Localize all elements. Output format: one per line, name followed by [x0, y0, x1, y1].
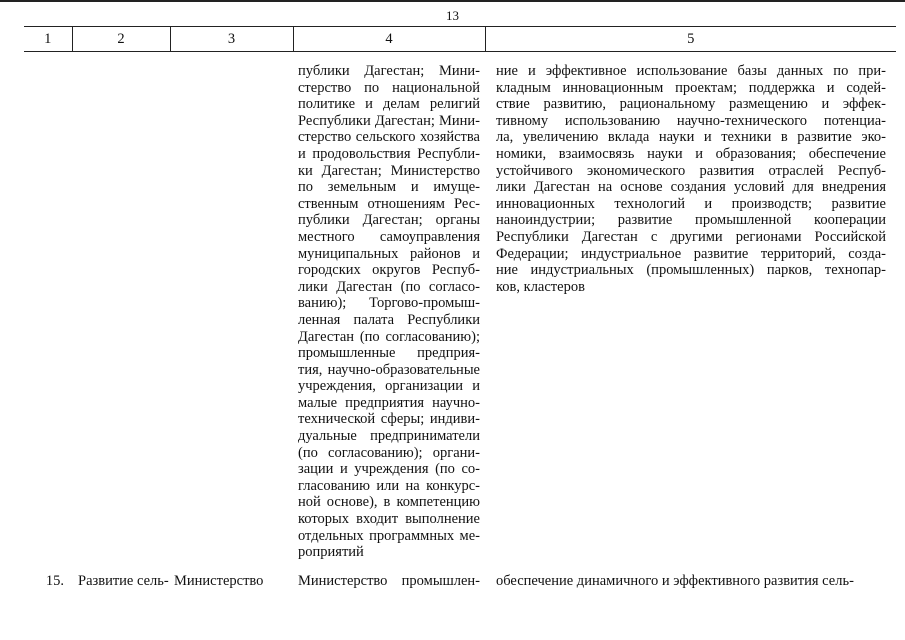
text-line: зации и учреждения (по со- [298, 461, 480, 478]
header-col-3: 3 [170, 27, 293, 52]
executors-text [298, 63, 480, 561]
text-line: устойчивого экономического развития отраслей Респуб- [496, 162, 886, 179]
text-line: наноиндустрии; развитие промышленной кооперации [496, 212, 886, 229]
text-line: тия, научно-образовательные [298, 361, 480, 378]
text-line: городских округов Респуб- [298, 262, 480, 279]
header-col-4: 4 [293, 27, 485, 52]
cell-executors [293, 52, 485, 561]
row-tasks: обеспечение динамичного и эффективного развития сель- [496, 572, 854, 589]
text-line: стерство сельского хозяйства [298, 129, 480, 146]
text-line: Дагестан (по согласованию); [298, 328, 480, 345]
text-line: публики Дагестан; органы [298, 212, 480, 229]
header-col-1: 1 [24, 27, 72, 52]
page-number: 13 [446, 8, 459, 23]
text-line: ние индустриальных (промышленных) парков, технопар- [496, 262, 886, 279]
text-line: муниципальных районов и [298, 245, 480, 262]
text-line: политике и делам религий [298, 96, 480, 113]
text-line: ленная палата Республики [298, 311, 480, 328]
text-line: ние и эффективное использование базы данных по при- [496, 63, 886, 79]
table-row-continuation [24, 52, 896, 561]
text-line: гласованию или на конкурс- [298, 477, 480, 494]
text-line: технической сферы; индиви- [298, 411, 480, 428]
text-line: Республики Дагестан; Мини- [298, 112, 480, 129]
text-line: промышленные предприя- [298, 345, 480, 362]
header-col-5: 5 [485, 27, 896, 52]
text-line: отдельных программных ме- [298, 527, 480, 544]
program-table [24, 26, 896, 589]
text-line: инновационных технологий и производств; развитие [496, 195, 886, 212]
text-line: ственным отношениям Рес- [298, 195, 480, 212]
text-line: стерство по национальной [298, 79, 480, 96]
text-line: ной основе), в компетенцию [298, 494, 480, 511]
text-line: ков, кластеров [496, 278, 585, 295]
row-executors-line: Министерство промышлен- [298, 572, 480, 589]
text-line: номики, взаимосвязь науки и образования; обеспечение [496, 145, 886, 162]
tasks-text [496, 63, 886, 295]
cell-col-2 [72, 52, 170, 561]
top-rule [0, 0, 905, 2]
text-line: (по согласованию); органи- [298, 444, 480, 461]
cell-col-1 [24, 52, 72, 561]
text-line: которых входит выполнение [298, 511, 480, 528]
text-line: ла, увеличению вклада науки и техники в развитие эко- [496, 129, 886, 146]
text-line: малые предприятия научно- [298, 394, 480, 411]
text-line: лики Дагестан (по согласо- [298, 278, 480, 295]
header-col-2: 2 [72, 27, 170, 52]
row-number: 15. [45, 572, 64, 589]
text-line: ки Дагестан; Министерство [298, 162, 480, 179]
text-line: кладным инновационным проектам; поддержка и содей- [496, 79, 886, 96]
text-line: публики Дагестан; Мини- [298, 63, 480, 79]
text-line: Республики Дагестан с другими регионами Российской [496, 228, 886, 245]
row-executors [293, 561, 485, 590]
text-line: ванию); Торгово-промыш- [298, 295, 480, 312]
text-line: Федерации; индустриальное развитие территорий, созда- [496, 245, 886, 262]
table-header-row [24, 27, 896, 52]
text-line: ствие развитию, рациональному размещению и эффек- [496, 96, 886, 113]
text-line: учреждения, организации и [298, 378, 480, 395]
cell-col-3 [170, 52, 293, 561]
row-responsible: Министерство [174, 572, 264, 589]
text-line: тивному использованию научно-технического потенциа- [496, 112, 886, 129]
row-title: Развитие сель- [78, 572, 169, 589]
text-line: лики Дагестан на основе создания условий для внедрения [496, 179, 886, 196]
table-row-15 [24, 561, 896, 590]
text-line: и продовольствия Республи- [298, 145, 480, 162]
cell-tasks [485, 52, 896, 561]
text-line: местного самоуправления [298, 228, 480, 245]
text-line: по земельным и имуще- [298, 179, 480, 196]
text-line: дуальные предприниматели [298, 428, 480, 445]
text-line: роприятий [298, 544, 364, 561]
